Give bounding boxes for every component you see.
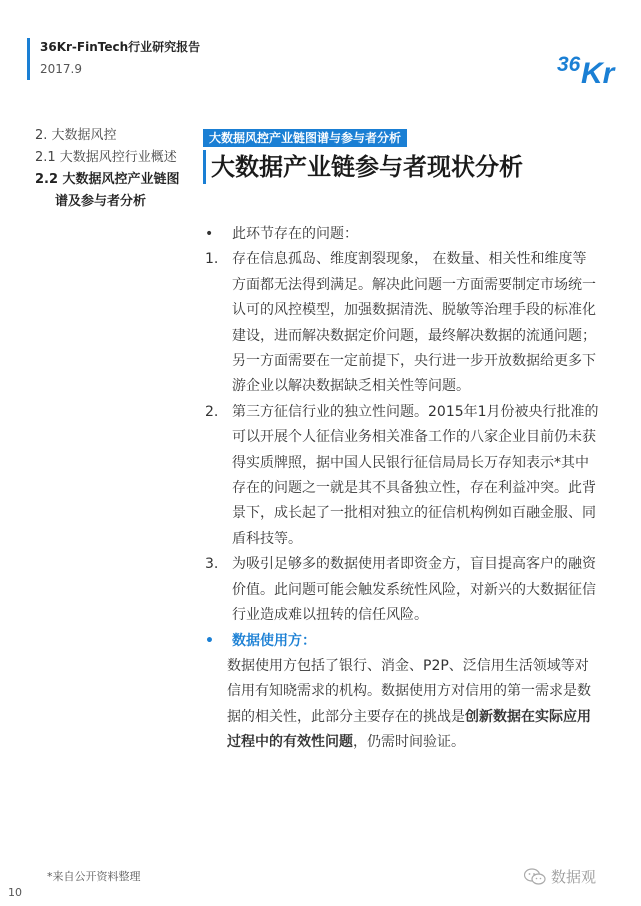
intro-text: 此环节存在的问题： — [232, 226, 358, 242]
section-title-block — [203, 150, 621, 184]
section-tag: 大数据风控产业链图谱与参与者分析 — [203, 129, 407, 147]
intro-row — [205, 222, 600, 247]
toc-item-2-2-line1: 2.2 大数据风控产业链图 — [35, 172, 180, 187]
36kr-logo — [556, 48, 618, 88]
footnote: *来自公开资料整理 — [47, 870, 141, 883]
data-user-heading-row — [205, 629, 600, 654]
header-accent-bar — [27, 38, 30, 80]
svg-text:36: 36 — [557, 53, 581, 76]
report-title: 36Kr-FinTech行业研究报告 — [40, 40, 201, 54]
list-item-text: 存在信息孤岛、维度割裂现象， 在数量、相关性和维度等方面都无法得到满足。解决此问题一方面需要制定市场统一认可的风控模型，加强数据清洗、脱敏等治理手段的标准化建设，进而解决数据定价问题，最终解决数据的流通问题；另一方面需要在一定前提下，央行进一步开放数据给更多下游企业以解决数据缺乏相关性等问题。 — [232, 251, 596, 395]
page-number: 10 — [8, 886, 22, 899]
data-user-heading: 数据使用方： — [232, 632, 316, 649]
report-date: 2017.9 — [40, 62, 82, 76]
toc-item-2-2-line2: 谱及参与者分析 — [55, 194, 147, 209]
toc-item-2[interactable]: 2. 大数据风控 — [35, 128, 117, 143]
svg-text:Kr: Kr — [581, 57, 615, 88]
watermark — [524, 866, 596, 887]
toc-item-2-1[interactable]: 2.1 大数据风控行业概述 — [35, 150, 177, 165]
toc-item-2-2[interactable] — [35, 169, 200, 213]
data-user-text-part1: 数据使用方包括了银行、消金、P2P、泛信用生活领域等对信用有知晓需求的机构。数据使用方对信用的第一需求是数据的相关性，此部分主要存在的挑战是 — [227, 657, 591, 725]
bullet-icon: • — [205, 632, 214, 649]
list-item — [205, 247, 600, 399]
list-number: 2. — [205, 403, 219, 420]
list-item-text: 第三方征信行业的独立性问题。2015年1月份被央行批准的可以开展个人征信业务相关准备工作的八家企业目前仍未获得实质牌照，据中国人民银行征信局局长万存知表示*其中存在的问题之一就是其不具备独立性，存在利益冲突。此背景下，成长起了一批相对独立的征信机构例如百融金服、同盾科技等。 — [232, 403, 599, 547]
data-user-text-part2: ，仍需时间验证。 — [353, 734, 465, 751]
watermark-text: 数据观 — [551, 868, 597, 886]
list-item — [205, 552, 600, 628]
list-item-text: 为吸引足够多的数据使用者即资金方，盲目提高客户的融资价值。此问题可能会触发系统性风险，对新兴的大数据征信行业造成难以扭转的信任风险。 — [232, 556, 596, 624]
wechat-icon — [524, 868, 546, 886]
section-title: 大数据产业链参与者现状分析 — [211, 153, 523, 181]
list-number: 3. — [205, 556, 219, 573]
list-item — [205, 400, 600, 552]
table-of-contents — [35, 125, 200, 213]
main-content — [205, 222, 600, 756]
data-user-text-bold: 创新数据在实际应用过程中的有效性问题 — [227, 708, 591, 751]
bullet-icon: • — [205, 226, 214, 242]
list-number: 1. — [205, 251, 219, 268]
data-user-paragraph — [205, 654, 600, 756]
